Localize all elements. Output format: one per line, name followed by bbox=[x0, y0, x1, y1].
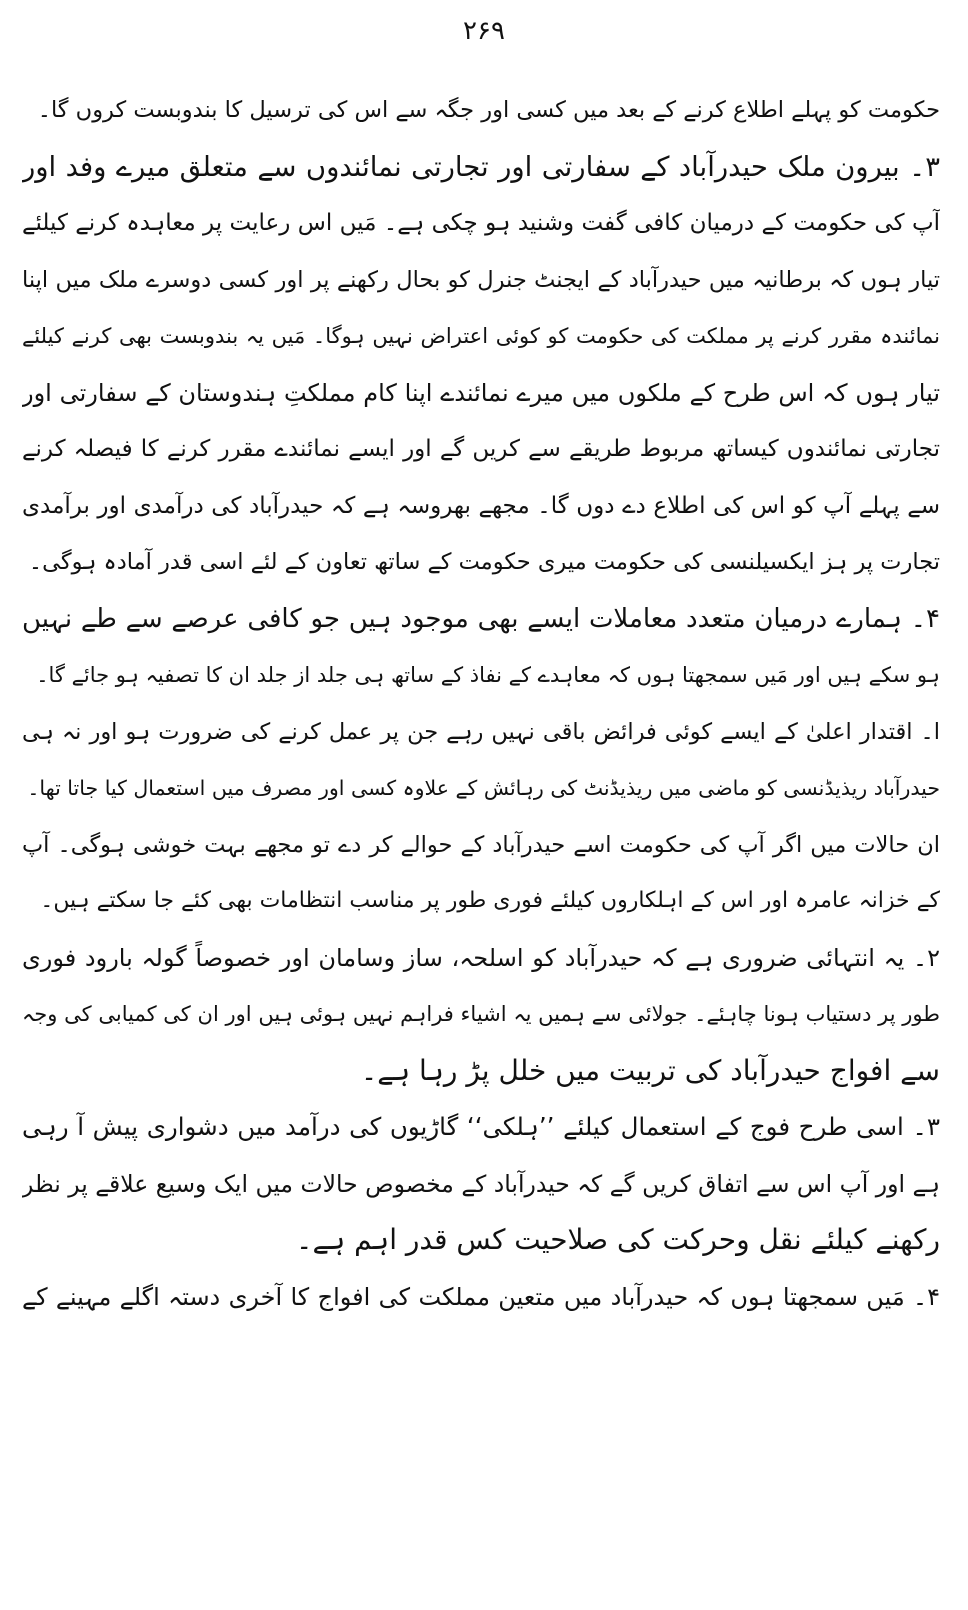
text-line: آپ کی حکومت کے درمیان کافی گفت وشنید ہو چکی ہے۔ مَیں اس رعایت پر معاہدہ کرنے کیلئے bbox=[22, 210, 940, 236]
text-line: ۴۔ ہمارے درمیان متعدد معاملات ایسے بھی موجود ہیں جو کافی عرصے سے طے نہیں bbox=[22, 603, 940, 634]
text-line: ۳۔ اسی طرح فوج کے استعمال کیلئے ’’ہلکی‘‘ گاڑیوں کی درآمد میں دشواری پیش آ رہی bbox=[22, 1112, 940, 1141]
text-line: تجارت پر ہز ایکسیلنسی کی حکومت میری حکومت کے ساتھ تعاون کے لئے اسی قدر آمادہ ہوگی۔ bbox=[28, 549, 940, 575]
page-number: ۲۶۹ bbox=[463, 16, 505, 46]
text-line: ا۔ اقتدار اعلیٰ کے ایسے کوئی فرائض باقی نہیں رہے جن پر عمل کرنے کی ضرورت ہو اور نہ ہی bbox=[22, 718, 940, 745]
body-text bbox=[22, 82, 940, 1325]
text-line: تیار ہوں کہ اس طرح کے ملکوں میں میرے نمائندے اپنا کام مملکتِ ہندوستان کے سفارتی اور bbox=[22, 378, 940, 407]
text-line: ہے اور آپ اس سے اتفاق کریں گے کہ حیدرآباد کے مخصوص حالات میں ایک وسیع علاقے پر نظر bbox=[22, 1169, 940, 1198]
text-line: تیار ہوں کہ برطانیہ میں حیدرآباد کے ایجنٹ جنرل کو بحال رکھنے پر اور کسی دوسرے ملک میں اپنا bbox=[22, 266, 940, 293]
text-line: نمائندہ مقرر کرنے پر مملکت کی حکومت کو کوئی اعتراض نہیں ہوگا۔ مَیں یہ بندوبست بھی کرنے کیلئے bbox=[22, 324, 940, 348]
text-line: کے خزانہ عامرہ اور اس کے اہلکاروں کیلئے فوری طور پر مناسب انتظامات بھی کئے جا سکتے ہیں۔ bbox=[40, 888, 940, 913]
text-line: سے پہلے آپ کو اس کی اطلاع دے دوں گا۔ مجھے بھروسہ ہے کہ حیدرآباد کی درآمدی اور برآمدی bbox=[22, 492, 940, 519]
text-line: رکھنے کیلئے نقل وحرکت کی صلاحیت کس قدر اہم ہے۔ bbox=[296, 1223, 940, 1256]
text-line: ۲۔ یہ انتہائی ضروری ہے کہ حیدرآباد کو اسلحہ، ساز وسامان اور خصوصاً گولہ بارود فوری bbox=[22, 943, 940, 972]
text-line: تجارتی نمائندوں کیساتھ مربوط طریقے سے کریں گے اور ایسے نمائندے مقرر کرنے کا فیصلہ کرنے bbox=[22, 436, 940, 462]
text-line: حیدرآباد ریذیڈنسی کو ماضی میں ریذیڈنٹ کی رہائش کے علاوہ کسی اور مصرف میں استعمال کیا جاتا تھا۔ bbox=[27, 776, 940, 800]
text-line: ہو سکے ہیں اور مَیں سمجھتا ہوں کہ معاہدے کے نفاذ کے ساتھ ہی جلد از جلد ان کا تصفیہ ہو جائے گا۔ bbox=[36, 663, 940, 687]
text-line: طور پر دستیاب ہونا چاہئے۔ جولائی سے ہمیں یہ اشیاء فراہم نہیں ہوئی ہیں اور ان کی کمیابی کی وجہ bbox=[22, 1002, 940, 1026]
text-line: ۳۔ بیرون ملک حیدرآباد کے سفارتی اور تجارتی نمائندوں سے متعلق میرے وفد اور bbox=[22, 150, 940, 183]
text-line: سے افواج حیدرآباد کی تربیت میں خلل پڑ رہا ہے۔ bbox=[360, 1053, 940, 1087]
text-line: حکومت کو پہلے اطلاع کرنے کے بعد میں کسی اور جگہ سے اس کی ترسیل کا بندوبست کروں گا۔ bbox=[37, 97, 940, 123]
text-line: ۴۔ مَیں سمجھتا ہوں کہ حیدرآباد میں متعین مملکت کی افواج کا آخری دستہ اگلے مہینے کے bbox=[22, 1282, 940, 1311]
text-line: ان حالات میں اگر آپ کی حکومت اسے حیدرآباد کے حوالے کر دے تو مجھے بہت خوشی ہوگی۔ آپ bbox=[22, 831, 940, 858]
